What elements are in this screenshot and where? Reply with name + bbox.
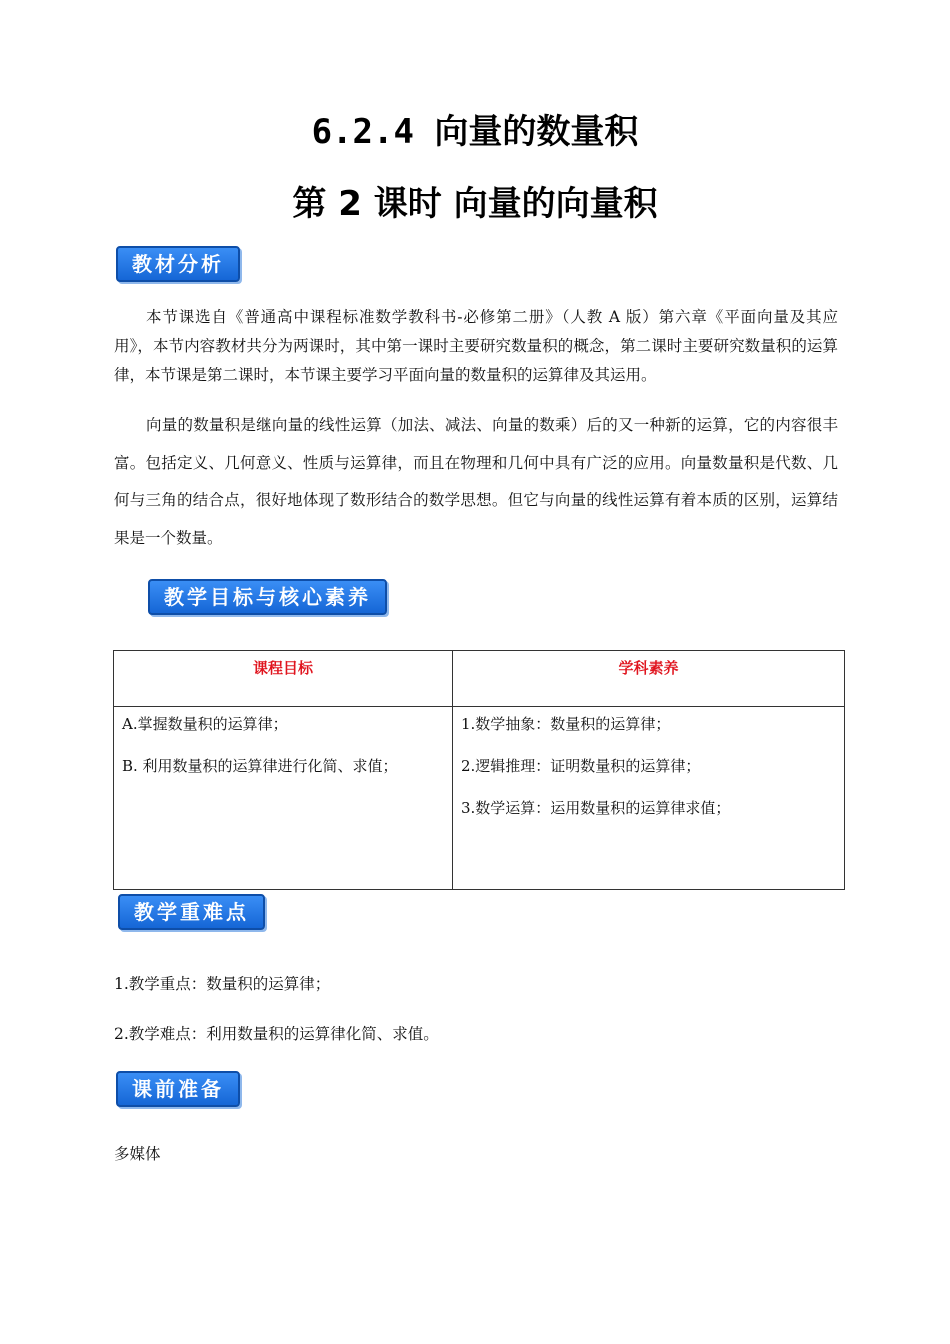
course-goals-cell: [114, 707, 453, 890]
goals-table: [113, 650, 845, 890]
course-goal-a: A.掌握数量积的运算律；: [122, 715, 288, 733]
section-badge-prep: 课前准备: [116, 1071, 240, 1107]
core-literacy-cell: [453, 707, 845, 890]
table-row: [114, 707, 845, 890]
section-badge-analysis: 教材分析: [116, 246, 240, 282]
literacy-item-1: 1.数学抽象：数量积的运算律；: [461, 715, 671, 733]
section-badge-keypoints: 教学重难点: [118, 894, 265, 930]
table-header-core-literacy: 学科素养: [453, 651, 845, 707]
document-subtitle: 第 2 课时 向量的向量积: [292, 184, 658, 224]
keypoint-focus: 1.教学重点：数量积的运算律；: [114, 975, 331, 993]
table-header-course-goals: 课程目标: [114, 651, 453, 707]
analysis-paragraph-2: 向量的数量积是继向量的线性运算（加法、减法、向量的数乘）后的又一种新的运算，它的内容很丰富。包括定义、几何意义、性质与运算律，而且在物理和几何中具有广泛的应用。向量数量积是代数、几何与三角的结合点，很好地体现了数形结合的数学思想。但它与向量的线性运算有着本质的区别，运算结果是一个数量。: [114, 416, 838, 547]
literacy-item-2: 2.逻辑推理：证明数量积的运算律；: [461, 757, 701, 775]
literacy-item-3: 3.数学运算：运用数量积的运算律求值；: [461, 799, 731, 817]
keypoint-difficulty: 2.教学难点：利用数量积的运算律化简、求值。: [114, 1025, 439, 1043]
section-badge-goals: 教学目标与核心素养: [148, 579, 387, 615]
table-header-row: [114, 651, 845, 707]
analysis-paragraph-1: 本节课选自《普通高中课程标准数学教科书-必修第二册》（人教 A 版）第六章《平面向量及其应用》，本节内容教材共分为两课时，其中第一课时主要研究数量积的概念，第二课时主要研究数量积的运算律，本节课是第二课时，本节课主要学习平面向量的数量积的运算律及其运用。: [114, 308, 838, 384]
document-title: 6.2.4 向量的数量积: [311, 112, 639, 152]
prep-text: 多媒体: [114, 1145, 161, 1163]
course-goal-b: B. 利用数量积的运算律进行化简、求值；: [122, 757, 398, 775]
